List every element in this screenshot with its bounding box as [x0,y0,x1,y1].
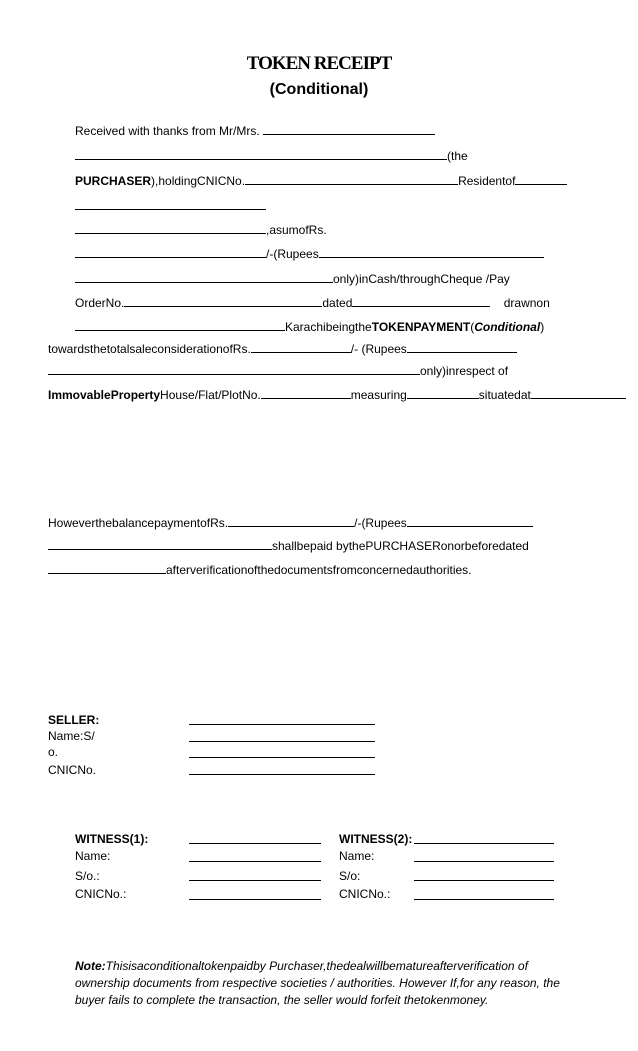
only-cash-text: only)inCash/throughCheque /Pay [333,272,510,286]
rupees2-text: /- (Rupees [350,342,407,356]
page-title: TOKEN RECEIPT [246,53,392,74]
resident-field-3[interactable] [75,222,266,234]
witness1-name-field[interactable] [189,861,321,862]
page-subtitle: (Conditional) [269,81,369,98]
the-text: (the [447,149,468,163]
balance-line-3 [48,562,472,577]
total-amount-field[interactable] [251,341,351,353]
cash-line [75,271,510,286]
total-words-field-2[interactable] [48,363,420,375]
witness1-so-label: S/o.: [75,869,100,883]
order-line [75,295,550,310]
towards-text: towardsthetotalsaleconsiderationofRs. [48,342,251,356]
house-text: House/Flat/PlotNo. [160,388,261,402]
amount-field[interactable] [75,246,266,258]
immovable-label: ImmovableProperty [48,388,161,402]
amount-words-field-2[interactable] [75,271,333,283]
rupees-text: /-(Rupees [266,247,319,261]
seller-name-label: Name:S/ [48,729,95,743]
order-no-field[interactable] [124,295,322,307]
balance-rupees-text: /-(Rupees [354,516,407,530]
resident-text: Residentof [458,174,516,188]
witness2-name-label: Name: [339,849,375,863]
witness2-name-field[interactable] [414,861,554,862]
seller-so-label: o. [48,745,59,759]
witness2-so-field[interactable] [414,880,554,881]
purchaser-name-field-2[interactable] [75,148,447,160]
conditional-label: Conditional [474,320,541,334]
towards-line [48,341,517,356]
witness2-cnic-label: CNICNo.: [339,887,391,901]
amount-words-field[interactable] [319,246,544,258]
bank-field[interactable] [75,319,285,331]
cnic-line [75,173,567,188]
balance-words-field-2[interactable] [48,538,272,550]
order-no-text: OrderNo. [75,296,125,310]
total-words-field[interactable] [407,341,517,353]
balance-amount-field[interactable] [228,515,354,527]
karachi-line [75,319,544,334]
witness1-so-field[interactable] [189,880,321,881]
purchaser-cnic-field[interactable] [245,173,458,185]
witness2-so-label: S/o: [339,869,361,883]
seller-cnic-label: CNICNo. [48,763,97,777]
resident-field[interactable] [515,173,567,185]
balance-words-field[interactable] [407,515,533,527]
dated-text: dated [322,296,353,310]
situated-text: situatedat [478,388,531,402]
holding-text: ),holdingCNICNo. [151,174,246,188]
sum-line [75,222,327,237]
seller-name-field[interactable] [189,741,375,742]
witness2-signature-field[interactable] [414,843,554,844]
seller-heading: SELLER: [48,713,100,727]
received-text: Received with thanks from Mr/Mrs. [75,124,260,138]
amount-line [75,246,544,261]
token-payment-label: TOKENPAYMENT [371,320,471,334]
paid-by-text: shallbepaid bythePURCHASERonorbeforedated [272,539,529,553]
dated-field[interactable] [352,295,490,307]
balance-line-1 [48,515,533,530]
sum-text: ,asumofRs. [266,223,327,237]
drawn-text: drawnon [503,296,550,310]
witness1-heading: WITNESS(1): [75,832,149,846]
seller-so-field[interactable] [189,757,375,758]
plot-no-field[interactable] [261,387,351,399]
karachi-text: Karachibeingthe [285,320,372,334]
purchaser-label: PURCHASER [75,174,152,188]
received-line [75,123,435,138]
note-text: Thisisaconditionaltokenpaidby Purchaser,thedealwillbematureafterverification of ownership documents from respective societies / authorities. However If,for any reason, the buyer fails to complete the transaction, the seller would forfeit thetokenmoney. [75,959,560,1007]
balance-date-field[interactable] [48,562,166,574]
measuring-field[interactable] [407,387,479,399]
paren-open: ( [470,320,475,334]
purchaser-line-2 [75,148,468,163]
situated-field[interactable] [531,387,626,399]
paren-close: ) [540,320,545,334]
purchaser-name-field[interactable] [263,123,435,135]
seller-signature-field[interactable] [189,724,375,725]
note-paragraph [75,958,570,1009]
in-respect-text: only)inrespect of [420,364,509,378]
balance-line-2 [48,538,529,553]
resident-field-2[interactable] [75,209,266,210]
however-text: HoweverthebalancepaymentofRs. [48,516,229,530]
witness1-cnic-field[interactable] [189,899,321,900]
witness2-heading: WITNESS(2): [339,832,413,846]
respect-line [48,363,508,378]
witness1-signature-field[interactable] [189,843,321,844]
seller-cnic-field[interactable] [189,774,375,775]
measuring-text: measuring [350,388,407,402]
after-text: afterverificationofthedocumentsfromconcernedauthorities. [166,563,472,577]
witness1-cnic-label: CNICNo.: [75,887,127,901]
witness2-cnic-field[interactable] [414,899,554,900]
note-label: Note: [75,959,106,973]
witness1-name-label: Name: [75,849,111,863]
property-line [48,387,626,402]
